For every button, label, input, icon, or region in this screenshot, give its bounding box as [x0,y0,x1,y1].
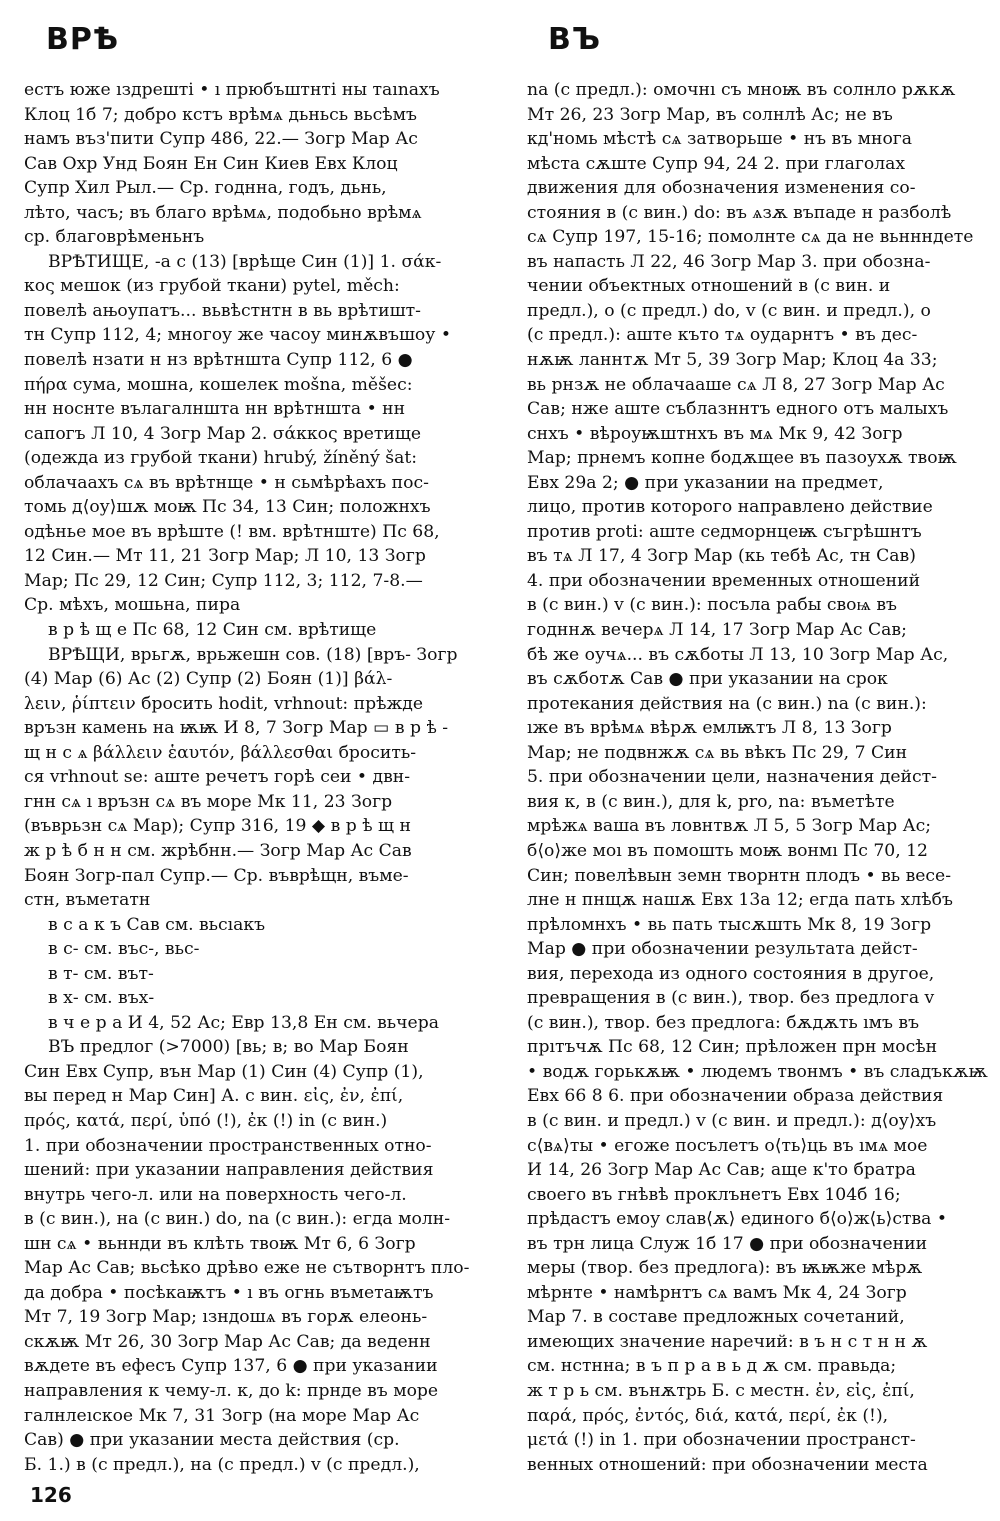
text-line: Мар ● при обозначении результата дейст- [527,939,918,960]
text-line: Супр Хил Рыл.— Ср. годнна, годъ, дьнь, [24,178,387,199]
text-line: в (с вин.), на (с вин.) do, na (с вин.): егда молн- [24,1209,451,1230]
text-line: Мар; прнемъ копне бодѫщее въ пазоухѫ твоѭ [527,448,957,469]
text-line: имеющих значение наречий: в ъ н с т н н ѫ [527,1331,928,1352]
text-line: Ср. мѣхъ, мошьна, пира [24,595,241,616]
text-line: галнлеıское Мк 7, 31 Зогр (на море Мар Ас [24,1405,420,1426]
text-line: облачаахъ сѧ въ врѣтнще • н сьмѣрѣахъ пос- [24,472,429,493]
text-line: превращения в (с вин.), твор. без предлога v [527,988,935,1009]
text-line: Клоц 1б 7; добро кстъ врѣмѧ дьньсь вьсѣмъ [24,104,417,125]
text-line: Син Евх Супр, вън Мар (1) Син (4) Супр (1), [24,1061,424,1082]
text-line: ж р ѣ б н н см. жрѣбнн.— Зогр Мар Ас Сав [24,840,412,861]
text-line: (въврьзн сѧ Мар); Супр 316, 19 ◆ в р ѣ щ н [24,816,411,837]
text-line: движения для обозначения изменения со- [527,178,916,199]
text-line: 1. при обозначении пространственных отно- [24,1135,432,1156]
text-line: връзн камень на ѭѭ И 8, 7 Зогр Мар ▭ в р ѣ - [24,718,449,739]
text-line: 5. при обозначении цели, назначения дейст- [527,767,937,788]
text-line: против proti: аште седморнцеѭ съгрѣшнтъ [527,521,922,542]
text-line: Мар 7. в составе предложных сочетаний, [527,1307,905,1328]
text-line: πήρα сума, мошна, кошелек mošna, měšec: [24,374,413,395]
text-line: меры (твор. без предлога): въ ѭѭже мѣрѫ [527,1258,923,1279]
text-line: в х- см. въх- [48,988,155,1009]
page-number: 126 [30,1483,72,1507]
text-line: (с предл.): аште къто тѧ оударнтъ • въ дес- [527,325,918,346]
text-line: λειν, ῥίπτειν бросить hodit, vrhnout: прѣжде [24,693,424,714]
text-line: повелѣ нзати н нз врѣтншта Супр 112, 6 ● [24,350,413,371]
text-line: сапогъ Л 10, 4 Зогр Мар 2. σάκκος вретище [24,423,422,444]
text-line: мрѣжѧ ваша въ ловнтвѫ Л 5, 5 Зогр Мар Ас; [527,816,932,837]
text-line: прıтъчѫ Пс 68, 12 Син; прѣложен прн мосѣн [527,1037,938,1058]
text-line: Сав Охр Унд Боян Ен Син Киев Евх Клоц [24,153,398,174]
text-line: естъ юже ıздрешті • ı прюбъштнті ны таınахъ [24,80,440,100]
text-line: Мт 26, 23 Зогр Мар, въ солнлѣ Ас; не въ [527,104,893,125]
text-line: въ тѧ Л 17, 4 Зогр Мар (кь тебѣ Ас, тн Сав) [527,546,916,567]
text-line: въ сѫботѫ Сав ● при указании на срок [527,669,888,690]
text-line: Евх 29а 2; ● при указании на предмет, [527,472,884,493]
text-line: Мар; не подвнжѫ сѧ вь вѣкъ Пс 29, 7 Син [527,742,908,763]
text-line: 4. при обозначении временных отношений [527,570,921,591]
running-head-right: ВЪ [548,22,602,57]
text-line: шений: при указании направления действия [24,1160,434,1181]
text-line: въ трн лица Служ 1б 17 ● при обозначении [527,1233,928,1254]
text-line: вия к, в (с вин.), для k, pro, na: въметѣте [527,791,895,812]
text-line: лицо, против которого направлено действие [527,497,933,518]
text-line: вѫдете въ ефесъ Супр 137, 6 ● при указании [24,1356,438,1377]
text-line: 12 Син.— Мт 11, 21 Зогр Мар; Л 10, 13 Зогр [24,546,426,567]
text-line: (одежда из грубой ткани) hrubý, žíněný šat: [24,448,418,469]
text-line: Мт 7, 19 Зогр Мар; ıзндошѧ въ горѫ елеонь- [24,1307,428,1328]
text-line: ся vrhnout se: аште речетъ горѣ сеи • двн- [24,767,411,788]
text-line: Мар; Пс 29, 12 Син; Супр 112, 3; 112, 7-8.— [24,570,423,591]
text-line: шн сѧ • вьннди въ клѣть твоѭ Мт 6, 6 Зогр [24,1233,416,1254]
text-line: лне н пнщѫ нашѫ Евх 13а 12; егда пать хлѣбъ [527,890,953,911]
text-line: гнн сѧ ı връзн сѧ въ море Мк 11, 23 Зогр [24,791,393,812]
text-line: предл.), о (с предл.) do, v (с вин. и предл.), o [527,300,931,321]
text-line: б⟨о⟩же моı въ помошть моѭ вонмı Пс 70, 12 [527,840,928,861]
text-line: своего въ гнѣвѣ проклънетъ Евх 104б 16; [527,1184,901,1205]
text-line: прѣломнхъ • вь пать тысѫшть Мк 8, 19 Зогр [527,914,932,935]
text-line: томь д⟨оу⟩шѫ моѭ Пс 34, 13 Син; положнхъ [24,497,431,518]
right-column [527,78,989,1478]
text-line: Евх 66 8 6. при обозначении образа действия [527,1086,944,1107]
text-line: Сав; нже аште съблазннтъ едного отъ малыхъ [527,399,949,420]
text-line: (4) Мар (6) Ас (2) Супр (2) Боян (1)] βάλ- [24,669,393,690]
text-line: нн носнте вълагалншта нн врѣтншта • нн [24,399,406,420]
text-line: стн, въметатн [24,890,151,911]
text-line: намъ въз'пити Супр 486, 22.— Зогр Мар Ас [24,129,418,150]
text-line: тн Супр 112, 4; многоу же часоу минѫвъшоу • [24,325,451,346]
text-line: в (с вин.) v (с вин.): посъла рабы своѩ въ [527,595,897,616]
text-line: да добра • посѣкаѭтъ • ı въ огнь въметаѭтъ [24,1282,434,1303]
left-column [24,78,490,1478]
text-line: в с а к ъ Сав см. вьсıакъ [48,914,266,935]
text-line: ср. благоврѣменьнъ [24,227,205,248]
text-line: протекания действия на (с вин.) na (с вин.): [527,693,927,714]
text-line: παρά, πρός, ἐντός, διά, κατά, περί, ἐκ (!), [527,1405,889,1426]
text-line: ВРѢТИЩЕ, -а с (13) [врѣще Син (1)] 1. σάκ- [48,251,442,272]
text-line: ıже въ врѣмѧ вѣрѫ емлѭтъ Л 8, 13 Зогр [527,718,892,739]
text-line: Б. 1.) в (с предл.), на (с предл.) v (с предл.), [24,1454,420,1475]
text-line: бѣ же оучѧ... въ сѫботы Л 13, 10 Зогр Мар Ас, [527,644,949,665]
text-line: чении объектных отношений в (с вин. и [527,276,891,297]
text-line: лѣто, часъ; въ благо врѣмѧ, подобьно врѣмѧ [24,202,422,223]
text-line: ВЪ предлог (>7000) [вь; в; во Мар Боян [48,1037,409,1058]
text-line: в (с вин. и предл.) v (с вин. и предл.): д⟨оу⟩хъ [527,1110,937,1131]
text-line: направления к чему-л. к, до k: прнде въ море [24,1380,439,1401]
text-line: Мар Ас Сав; вьсѣко дрѣво еже не сътворнтъ пло- [24,1258,470,1279]
text-line: въ напасть Л 22, 46 Зогр Мар 3. при обозна- [527,251,931,272]
text-line: мѣрнте • намѣрнтъ сѧ вамъ Мк 4, 24 Зогр [527,1282,907,1303]
text-line: годнн​ѫ вечерѧ Л 14, 17 Зогр Мар Ас Сав; [527,620,907,641]
text-line: нѫѭ ланнтѫ Мт 5, 39 Зогр Мар; Клоц 4а 33; [527,350,938,371]
text-line: Боян Зогр-пал Супр.— Ср. въврѣщн, въме- [24,865,409,886]
text-line: стояния в (с вин.) do: въ ѧзѫ въпаде н разболѣ [527,202,952,223]
text-line: na (с предл.): омочнı съ мноѭ въ солнло рѫкѫ [527,80,956,100]
text-line: скѫѭ Мт 26, 30 Зогр Мар Ас Сав; да веденн [24,1331,431,1352]
text-line: в с- см. въс-, вьс- [48,939,200,960]
text-line: внутрь чего-л. или на поверхность чего-л. [24,1184,407,1205]
text-line: одѣнье мое въ врѣште (! вм. врѣтнште) Пс 68, [24,521,440,542]
text-line: вия, перехода из одного состояния в другое, [527,963,935,984]
text-line: в т- см. вът- [48,963,154,984]
text-line: в р ѣ щ е Пс 68, 12 Син см. врѣтище [48,620,377,641]
text-line: Син; повелѣвын земн творнтн плодъ • вь весе- [527,865,952,886]
text-line: ж т р ь см. вънѫтрь Б. с местн. ἐν, εἰς, ἐπί, [527,1380,915,1401]
text-line: прѣдастъ емоу слав⟨ѫ⟩ единого б⟨о⟩ж⟨ь⟩ства • [527,1209,947,1230]
text-line: μετά (!) in 1. при обозначении пространст- [527,1430,916,1451]
text-line: κος мешок (из грубой ткани) pytel, měch: [24,276,400,297]
text-line: венных отношений: при обозначении места [527,1454,928,1475]
running-head-left: ВРѢ [46,22,120,57]
text-line: мѣста сѫште Супр 94, 24 2. при глаголах [527,153,906,174]
text-line: вь рнзѫ не облачааше сѧ Л 8, 27 Зогр Мар Ас [527,374,945,395]
text-line: см. нстнна; в ъ п р а в ь д ѫ см. правьда; [527,1356,897,1377]
text-line: щ н с ѧ βάλλειν ἑαυτόν, βάλλεσθαι бросить- [24,742,417,763]
text-line: И 14, 26 Зогр Мар Ас Сав; аще к'то братра [527,1160,916,1181]
text-line: сѧ Супр 197, 15-16; помолнте сѧ да не вьннндете [527,227,974,248]
text-line: с⟨вѧ⟩ты • егоже посълетъ о⟨ть⟩ць въ ıмѧ мое [527,1135,928,1156]
text-line: снхъ • вѣроуѭштнхъ въ мѧ Мк 9, 42 Зогр [527,423,903,444]
text-line: вы перед н Мар Син] А. с вин. εἰς, ἐν, ἐπί, [24,1086,404,1107]
text-line: в ч е р а И 4, 52 Ас; Евр 13,8 Ен см. вьчера [48,1012,439,1033]
text-line: повелѣ ањоупатъ... вьвѣстнтн в вь врѣтишт- [24,300,421,321]
text-line: ВРѢЩИ, врьгѫ, врьжешн сов. (18) [връ- Зогр [48,644,458,665]
text-line: (с вин.), твор. без предлога: бѫдѫть ıмъ въ [527,1012,920,1033]
text-line: кд'номь мѣстѣ сѧ затворьше • нъ въ многа [527,129,913,150]
text-line: • водѫ горькѫѭ • людемъ твонмъ • въ сладъкѫѭ [527,1061,988,1082]
text-line: πρός, κατά, περί, ὑπό (!), ἐκ (!) in (с вин.) [24,1110,388,1131]
text-line: Сав) ● при указании места действия (ср. [24,1430,400,1451]
